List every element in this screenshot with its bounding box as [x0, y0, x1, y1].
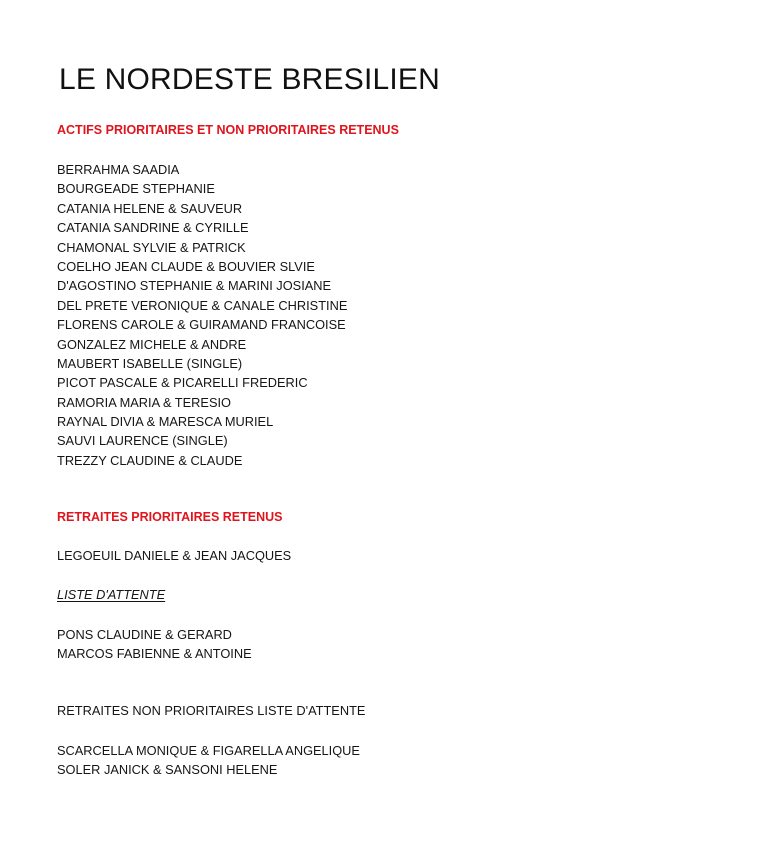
- list-item: SAUVI LAURENCE (SINGLE): [57, 433, 228, 449]
- list-item: COELHO JEAN CLAUDE & BOUVIER SLVIE: [57, 258, 315, 274]
- list-item: FLORENS CAROLE & GUIRAMAND FRANCOISE: [57, 317, 346, 333]
- list-item: GONZALEZ MICHELE & ANDRE: [57, 336, 247, 352]
- list-item: TREZZY CLAUDINE & CLAUDE: [57, 452, 243, 468]
- section-heading-retraites-non-prioritaires: RETRAITES NON PRIORITAIRES LISTE D'ATTENTE: [57, 703, 366, 718]
- list-item: PICOT PASCALE & PICARELLI FREDERIC: [57, 375, 308, 391]
- list-item: LEGOEUIL DANIELE & JEAN JACQUES: [57, 548, 292, 563]
- list-item: SCARCELLA MONIQUE & FIGARELLA ANGELIQUE: [57, 743, 360, 758]
- list-item: SOLER JANICK & SANSONI HELENE: [57, 762, 278, 778]
- list-item: MARCOS FABIENNE & ANTOINE: [57, 646, 252, 662]
- non-prioritaires-name-list: [57, 741, 360, 780]
- list-item: RAMORIA MARIA & TERESIO: [57, 394, 231, 410]
- list-item: CATANIA HELENE & SAUVEUR: [57, 200, 243, 216]
- waitlist-label: LISTE D'ATTENTE: [57, 587, 166, 602]
- list-item: CHAMONAL SYLVIE & PATRICK: [57, 239, 246, 255]
- list-item: RAYNAL DIVIA & MARESCA MURIEL: [57, 414, 274, 430]
- list-item: D'AGOSTINO STEPHANIE & MARINI JOSIANE: [57, 278, 332, 294]
- list-item: BERRAHMA SAADIA: [57, 162, 180, 177]
- waitlist-name-list: [57, 625, 252, 664]
- list-item: MAUBERT ISABELLE (SINGLE): [57, 355, 243, 371]
- actifs-name-list: [57, 160, 347, 470]
- list-item: PONS CLAUDINE & GERARD: [57, 627, 232, 642]
- waitlist-label-wrapper: [57, 587, 165, 603]
- list-item: BOURGEADE STEPHANIE: [57, 181, 215, 197]
- section-heading-actifs: ACTIFS PRIORITAIRES ET NON PRIORITAIRES RETENUS: [57, 123, 399, 137]
- list-item: DEL PRETE VERONIQUE & CANALE CHRISTINE: [57, 297, 348, 313]
- list-item: CATANIA SANDRINE & CYRILLE: [57, 220, 249, 236]
- document-title: LE NORDESTE BRESILIEN: [59, 63, 440, 96]
- section-heading-retraites-prioritaires: RETRAITES PRIORITAIRES RETENUS: [57, 510, 283, 524]
